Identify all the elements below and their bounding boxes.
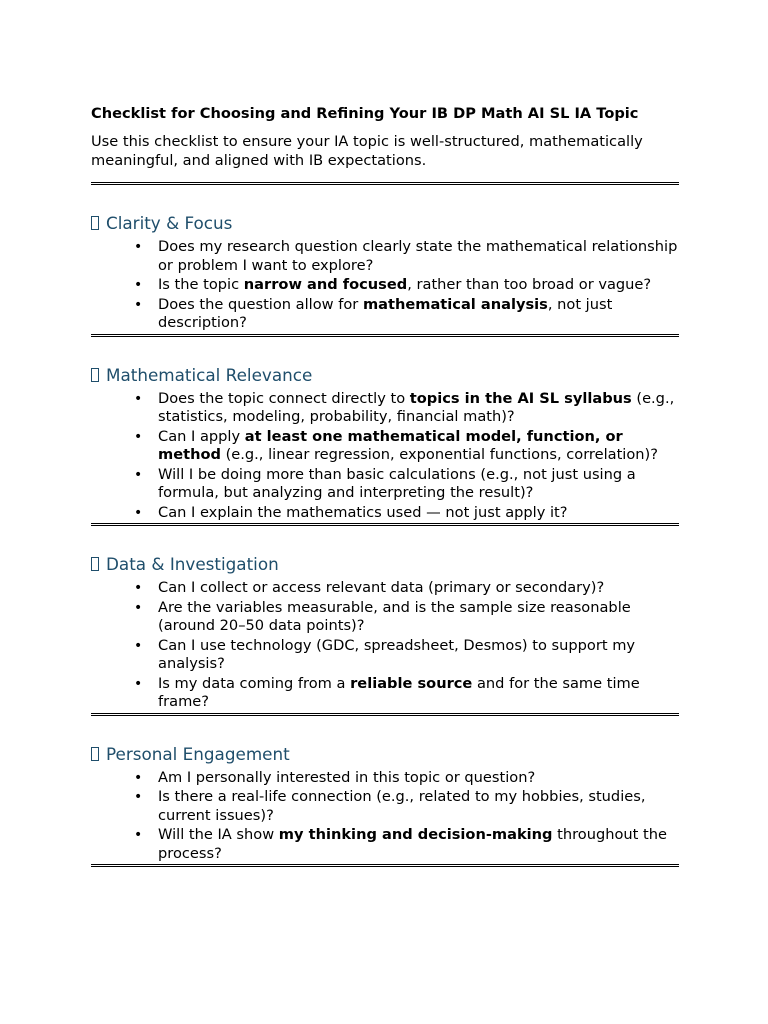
item-text-bold: at least one mathematical model, function, or method (158, 427, 623, 463)
document-title: Checklist for Choosing and Refining Your IB DP Math AI SL IA Topic (91, 105, 639, 122)
section-heading-text: Clarity & Focus (106, 213, 233, 233)
checkbox-icon (91, 557, 99, 571)
bullet-icon: • (134, 637, 143, 654)
item-text: Is the topic (158, 276, 244, 293)
item-text: Can I collect or access relevant data (primary or secondary)? (158, 579, 605, 596)
item-text: Can I explain the mathematics used — not just apply it? (158, 503, 568, 521)
checklist-item (91, 599, 679, 636)
bullet-icon: • (134, 789, 143, 805)
item-text: Will I be doing more than basic calculations (e.g., not just using a formula, but analyzing and interpreting the result)? (158, 465, 636, 501)
bullet-icon: • (134, 827, 143, 843)
section-heading-text: Personal Engagement (106, 743, 290, 764)
bullet-icon: • (134, 428, 143, 445)
item-text-bold: mathematical analysis (362, 295, 548, 313)
checklist-items (91, 579, 679, 712)
bullet-icon: • (134, 277, 143, 293)
divider (91, 334, 679, 337)
section-heading-text: Data & Investigation (106, 554, 279, 574)
checklist-items (91, 769, 679, 864)
checklist-item (91, 466, 679, 503)
checklist-item (91, 390, 679, 427)
item-text: , not just description? (158, 295, 613, 331)
item-text: , rather than too broad or vague? (407, 276, 652, 293)
item-text: Are the variables measurable, and is the sample size reasonable (around 20–50 data points)? (158, 598, 631, 634)
item-text: (e.g., linear regression, exponential functions, correlation)? (220, 446, 658, 463)
bullet-icon: • (134, 599, 143, 616)
checklist-items (91, 390, 679, 523)
checkbox-icon (91, 216, 99, 230)
checklist-item (91, 428, 679, 465)
section-heading (91, 744, 679, 764)
item-text: and for the same time frame? (158, 674, 640, 710)
item-text: throughout the process? (158, 826, 667, 862)
bullet-icon: • (134, 296, 143, 313)
item-text-bold: my thinking and decision-making (278, 826, 553, 843)
checklist-item (91, 276, 679, 295)
checklist-item (91, 826, 679, 863)
bullet-icon: • (134, 675, 143, 692)
item-text: Does the question allow for (158, 295, 363, 313)
divider (91, 864, 679, 867)
item-text: Is my data coming from a (158, 674, 351, 692)
section-heading (91, 365, 679, 385)
bullet-icon: • (134, 769, 143, 786)
section-heading (91, 213, 679, 233)
item-text: Can I apply (158, 427, 245, 445)
checklist-section (91, 213, 679, 337)
checklist-sections (91, 213, 679, 867)
document-intro: Use this checklist to ensure your IA topic is well-structured, mathematically meaningful, and aligned with IB expectations. (91, 133, 643, 169)
bullet-icon: • (134, 466, 143, 483)
item-text-bold: topics in the AI SL syllabus (409, 389, 632, 407)
item-text: Will the IA show (158, 826, 279, 843)
checklist-item (91, 637, 679, 674)
bullet-icon: • (134, 580, 143, 596)
item-text: Is there a real-life connection (e.g., related to my hobbies, studies, current issues)? (158, 788, 646, 824)
bullet-icon: • (134, 504, 143, 521)
bullet-icon: • (134, 390, 143, 407)
checklist-item (91, 504, 679, 523)
checklist-section (91, 365, 679, 527)
checklist-item (91, 296, 679, 333)
checklist-items (91, 238, 679, 333)
checkbox-icon (91, 747, 99, 761)
section-heading-text: Mathematical Relevance (106, 364, 313, 385)
item-text: Does my research question clearly state the mathematical relationship or problem I want to explore? (158, 238, 678, 274)
item-text-bold: narrow and focused (243, 276, 408, 293)
checklist-item (91, 238, 679, 275)
checklist-item (91, 769, 679, 788)
item-text: (e.g., statistics, modeling, probability, financial math)? (158, 389, 675, 425)
bullet-icon: • (134, 239, 143, 255)
checkbox-icon (91, 368, 99, 382)
item-text: Does the topic connect directly to (158, 389, 410, 407)
item-text: Can I use technology (GDC, spreadsheet, Desmos) to support my analysis? (158, 636, 636, 672)
document-content (91, 104, 679, 867)
checklist-item (91, 788, 679, 825)
divider (91, 523, 679, 526)
checklist-section (91, 744, 679, 868)
checklist-item (91, 579, 679, 598)
checklist-section (91, 554, 679, 716)
divider (91, 713, 679, 716)
divider (91, 182, 679, 185)
item-text: Am I personally interested in this topic or question? (158, 768, 536, 786)
item-text-bold: reliable source (350, 674, 473, 692)
section-heading (91, 554, 679, 574)
checklist-item (91, 675, 679, 712)
